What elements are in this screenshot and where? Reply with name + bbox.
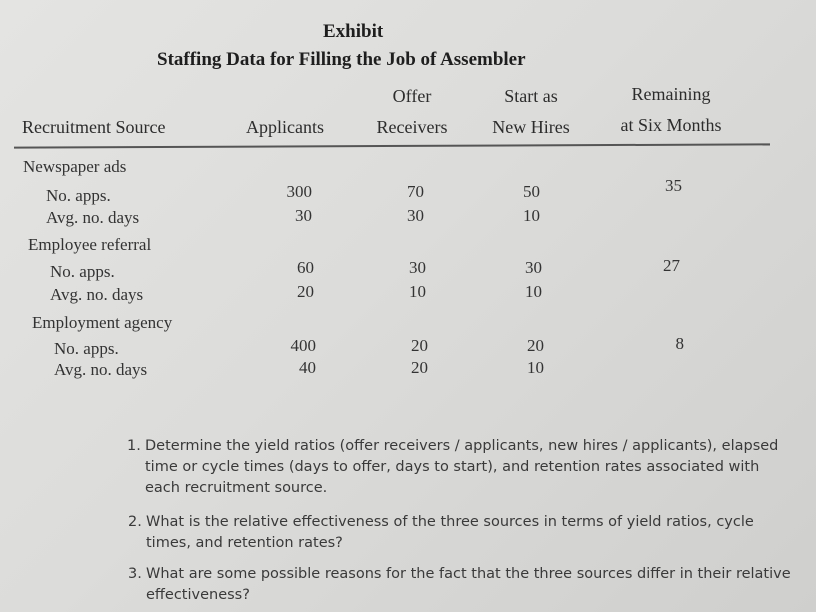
header-start-line1: Start as <box>504 86 558 106</box>
cell-offer: 20 <box>411 336 428 355</box>
group-label: Employment agency <box>32 313 173 332</box>
cell-applicants: 300 <box>286 182 312 201</box>
question-text: What are some possible reasons for the fact that the three sources differ in their relative effectiveness? <box>146 566 791 603</box>
question-text: What is the relative effectiveness of the three sources in terms of yield ratios, cycle times, and retention rates? <box>146 514 754 551</box>
cell-offer: 30 <box>409 258 426 277</box>
question-2 <box>128 512 796 554</box>
cell-applicants: 40 <box>299 358 316 377</box>
header-remaining-line1: Remaining <box>631 84 711 104</box>
question-number: 2. <box>128 514 142 530</box>
cell-offer: 70 <box>407 182 424 201</box>
row-label: Avg. no. days <box>46 208 140 227</box>
cell-start: 10 <box>523 206 540 225</box>
cell-applicants: 400 <box>290 336 316 355</box>
header-offer-line2: Receivers <box>376 117 448 137</box>
header-recruitment-source: Recruitment Source <box>22 117 166 137</box>
question-1 <box>127 436 795 499</box>
row-label: No. apps. <box>54 339 119 358</box>
cell-applicants: 30 <box>295 206 312 225</box>
header-offer-line1: Offer <box>392 86 432 106</box>
question-number: 1. <box>127 438 141 454</box>
cell-remaining: 8 <box>675 334 684 353</box>
header-applicants: Applicants <box>246 117 324 137</box>
cell-start: 10 <box>527 358 544 377</box>
header-start-line2: New Hires <box>492 117 570 137</box>
cell-start: 30 <box>525 258 542 277</box>
question-number: 3. <box>128 566 142 582</box>
cell-applicants: 60 <box>297 258 314 277</box>
row-label: No. apps. <box>46 186 111 205</box>
group-label: Employee referral <box>28 235 152 254</box>
header-rule <box>14 143 770 148</box>
exhibit-title: Exhibit <box>323 21 384 42</box>
cell-start: 20 <box>527 336 544 355</box>
question-3 <box>128 564 796 606</box>
cell-offer: 10 <box>409 282 426 301</box>
cell-offer: 30 <box>407 206 424 225</box>
cell-remaining: 35 <box>665 176 682 195</box>
cell-start: 10 <box>525 282 542 301</box>
cell-offer: 20 <box>411 358 428 377</box>
row-label: Avg. no. days <box>54 360 148 379</box>
cell-remaining: 27 <box>663 256 680 275</box>
question-text: Determine the yield ratios (offer receivers / applicants, new hires / applicants), elapsed time or cycle times (days to offer, days to start), and retention rates associated with each recruitment source. <box>145 438 779 496</box>
cell-applicants: 20 <box>297 282 314 301</box>
exhibit-subtitle: Staffing Data for Filling the Job of Assembler <box>157 49 526 70</box>
cell-start: 50 <box>523 182 540 201</box>
header-start-new-hires <box>482 81 580 143</box>
group-label: Newspaper ads <box>23 157 127 176</box>
row-label: Avg. no. days <box>50 285 144 304</box>
header-remaining-line2: at Six Months <box>620 115 722 135</box>
header-remaining <box>604 79 738 141</box>
header-offer-receivers <box>370 81 454 143</box>
row-label: No. apps. <box>50 262 115 281</box>
